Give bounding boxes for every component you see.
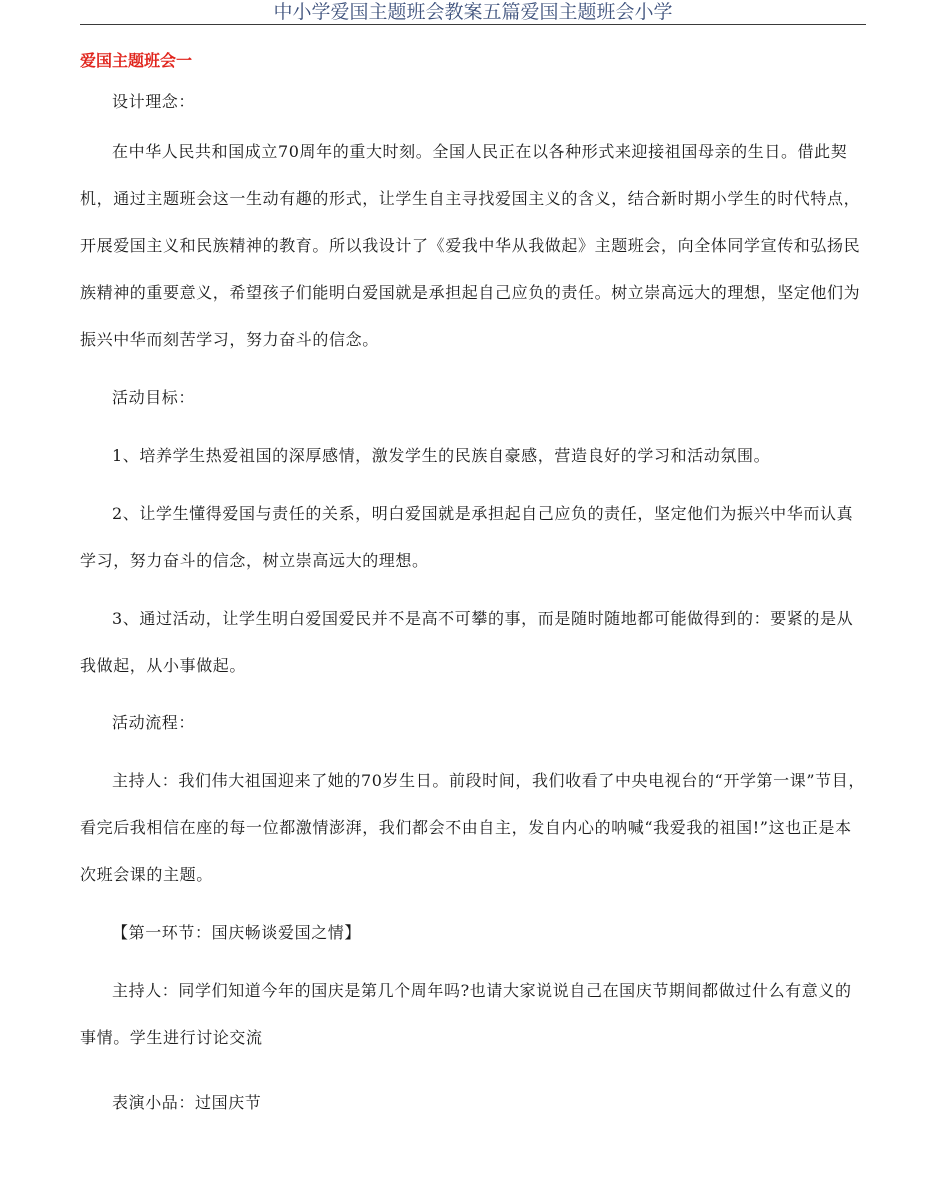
paragraph-design-concept-body: 在中华人民共和国成立70周年的重大时刻。全国人民正在以各种形式来迎接祖国母亲的生日。借此契机，通过主题班会这一生动有趣的形式，让学生自主寻找爱国主义的含义，结合新时期小学生的时代特点，开展爱国主义和民族精神的教育。所以我设计了《爱我中华从我做起》主题班会，向全体同学宣传和弘扬民族精神的重要意义，希望孩子们能明白爱国就是承担起自己应负的责任。树立崇高远大的理想，坚定他们为振兴中华而刻苦学习，努力奋斗的信念。 <box>80 142 861 349</box>
paragraph-host-intro: 主持人：我们伟大祖国迎来了她的70岁生日。前段时间，我们收看了中央电视台的“开学第一课”节目，看完后我相信在座的每一位都激情澎湃，我们都会不由自主，发自内心的呐喊“我爱我的祖国!”这也正是本次班会课的主题。 <box>80 771 865 884</box>
paragraph-activity-flow-label: 活动流程： <box>112 713 196 732</box>
paragraph-goal-3: 3、通过活动，让学生明白爱国爱民并不是高不可攀的事，而是随时随地都可能做得到的：要紧的是从我做起，从小事做起。 <box>80 609 854 675</box>
paragraph-goal-1: 1、培养学生热爱祖国的深厚感情，激发学生的民族自豪感，营造良好的学习和活动氛围。 <box>112 446 771 465</box>
paragraph-skit: 表演小品：过国庆节 <box>112 1093 262 1112</box>
paragraph-host-question: 主持人：同学们知道今年的国庆是第几个周年吗?也请大家说说自己在国庆节期间都做过什么有意义的事情。学生进行讨论交流 <box>80 981 852 1047</box>
paragraph-section-one-heading: 【第一环节：国庆畅谈爱国之情】 <box>112 923 362 942</box>
document-header-title: 中小学爱国主题班会教案五篇爱国主题班会小学 <box>80 0 866 25</box>
paragraph-goal-2: 2、让学生懂得爱国与责任的关系，明白爱国就是承担起自己应负的责任，坚定他们为振兴中华而认真学习，努力奋斗的信念，树立崇高远大的理想。 <box>80 504 854 570</box>
paragraph-activity-goals-label: 活动目标： <box>112 388 196 407</box>
section-title: 爱国主题班会一 <box>80 51 193 70</box>
paragraph-design-concept-label: 设计理念： <box>112 92 196 111</box>
